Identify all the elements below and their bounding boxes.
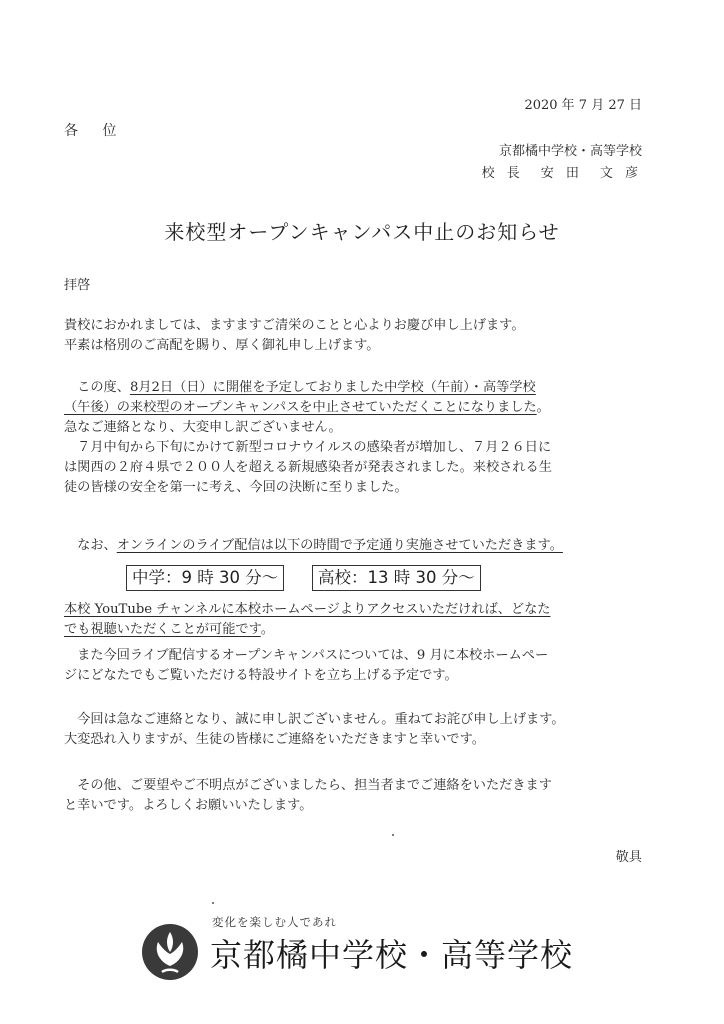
underlined-text: でも視聴いただくことが可能です — [64, 622, 261, 637]
closing: 敬具 — [615, 850, 642, 865]
text-span: 。 — [536, 400, 550, 415]
tachibana-emblem-icon — [140, 922, 200, 982]
paragraph-youtube — [64, 600, 664, 640]
text-line: 大変恐れ入りますが、生徒の皆様にご連絡をいただきますと幸いです。 — [64, 732, 485, 747]
text-line — [64, 378, 664, 398]
text-line: 徒の皆様の安全を第一に考え、今回の決断に至りました。 — [64, 480, 408, 495]
text-line — [64, 398, 664, 418]
underlined-text: オンラインのライブ配信は以下の時間で予定通り実施させていただきます。 — [116, 538, 563, 553]
logo-school-name: 京都橘中学校・高等学校 — [210, 936, 574, 974]
text-line: 貴校におかれましては、ますますご清栄のことと心よりお慶び申し上げます。 — [64, 318, 525, 333]
text-span: この度、 — [64, 380, 130, 395]
text-line: は関西の２府４県で２００人を超える新規感染者が発表されました。来校される生 — [64, 460, 552, 475]
paragraph-apology — [64, 710, 664, 750]
school-logo — [140, 912, 580, 982]
underlined-text: （午後）の来校型のオープンキャンパスを中止させていただくことになりました — [64, 400, 537, 415]
greeting: 拝啓 — [64, 278, 91, 293]
sender-school: 京都橘中学校・高等学校 — [498, 144, 642, 159]
text-line — [64, 600, 664, 620]
paragraph-online-notice — [64, 536, 664, 556]
text-line: 急なご連絡となり、大変申し訳ございません。 — [64, 420, 342, 435]
sender-principal: 校 長 安 田 文 彦 — [481, 166, 642, 181]
document-date: 2020 年 7 月 27 日 — [524, 98, 642, 113]
text-line: その他、ご要望やご不明点がございましたら、担当者までご連絡をいただきます — [64, 778, 552, 793]
text-line: 平素は格別のご高配を賜り、厚く御礼申し上げます。 — [64, 338, 380, 353]
text-line — [64, 536, 664, 556]
text-span: なお、 — [64, 538, 117, 553]
schedule-junior: 中学：9 時 30 分〜 — [126, 565, 284, 591]
text-line: また今回ライブ配信するオープンキャンパスについては、9 月に本校ホームペー — [64, 648, 549, 663]
logo-tagline: 変化を楽しむ人であれ — [212, 915, 337, 929]
underlined-text: 本校 YouTube チャンネルに本校ホームページよりアクセスいただければ、どなた — [64, 602, 551, 617]
addressee: 各 位 — [64, 123, 127, 139]
paragraph-contact — [64, 776, 664, 816]
paragraph-cancellation — [64, 378, 664, 498]
text-line: ７月中旬から下旬にかけて新型コロナウイルスの感染者が増加し、７月２６日に — [64, 440, 552, 455]
paragraph-greeting-formal — [64, 316, 664, 356]
text-line: と幸いです。よろしくお願いいたします。 — [64, 798, 313, 813]
underlined-text: 8月2日（日）に開催を予定しておりました中学校（午前）・高等学校 — [129, 380, 536, 395]
scan-speck — [212, 902, 214, 904]
text-line — [64, 620, 664, 640]
schedule-senior: 高校：13 時 30 分〜 — [312, 565, 481, 591]
paragraph-special-site — [64, 646, 664, 686]
text-span: 。 — [260, 622, 274, 637]
scan-speck — [392, 834, 394, 836]
text-line: ジにどなたでもご覧いただける特設サイトを立ち上げる予定です。 — [64, 668, 458, 683]
document-title: 来校型オープンキャンパス中止のお知らせ — [164, 220, 560, 244]
text-line: 今回は急なご連絡となり、誠に申し訳ございません。重ねてお詫び申し上げます。 — [64, 712, 565, 727]
